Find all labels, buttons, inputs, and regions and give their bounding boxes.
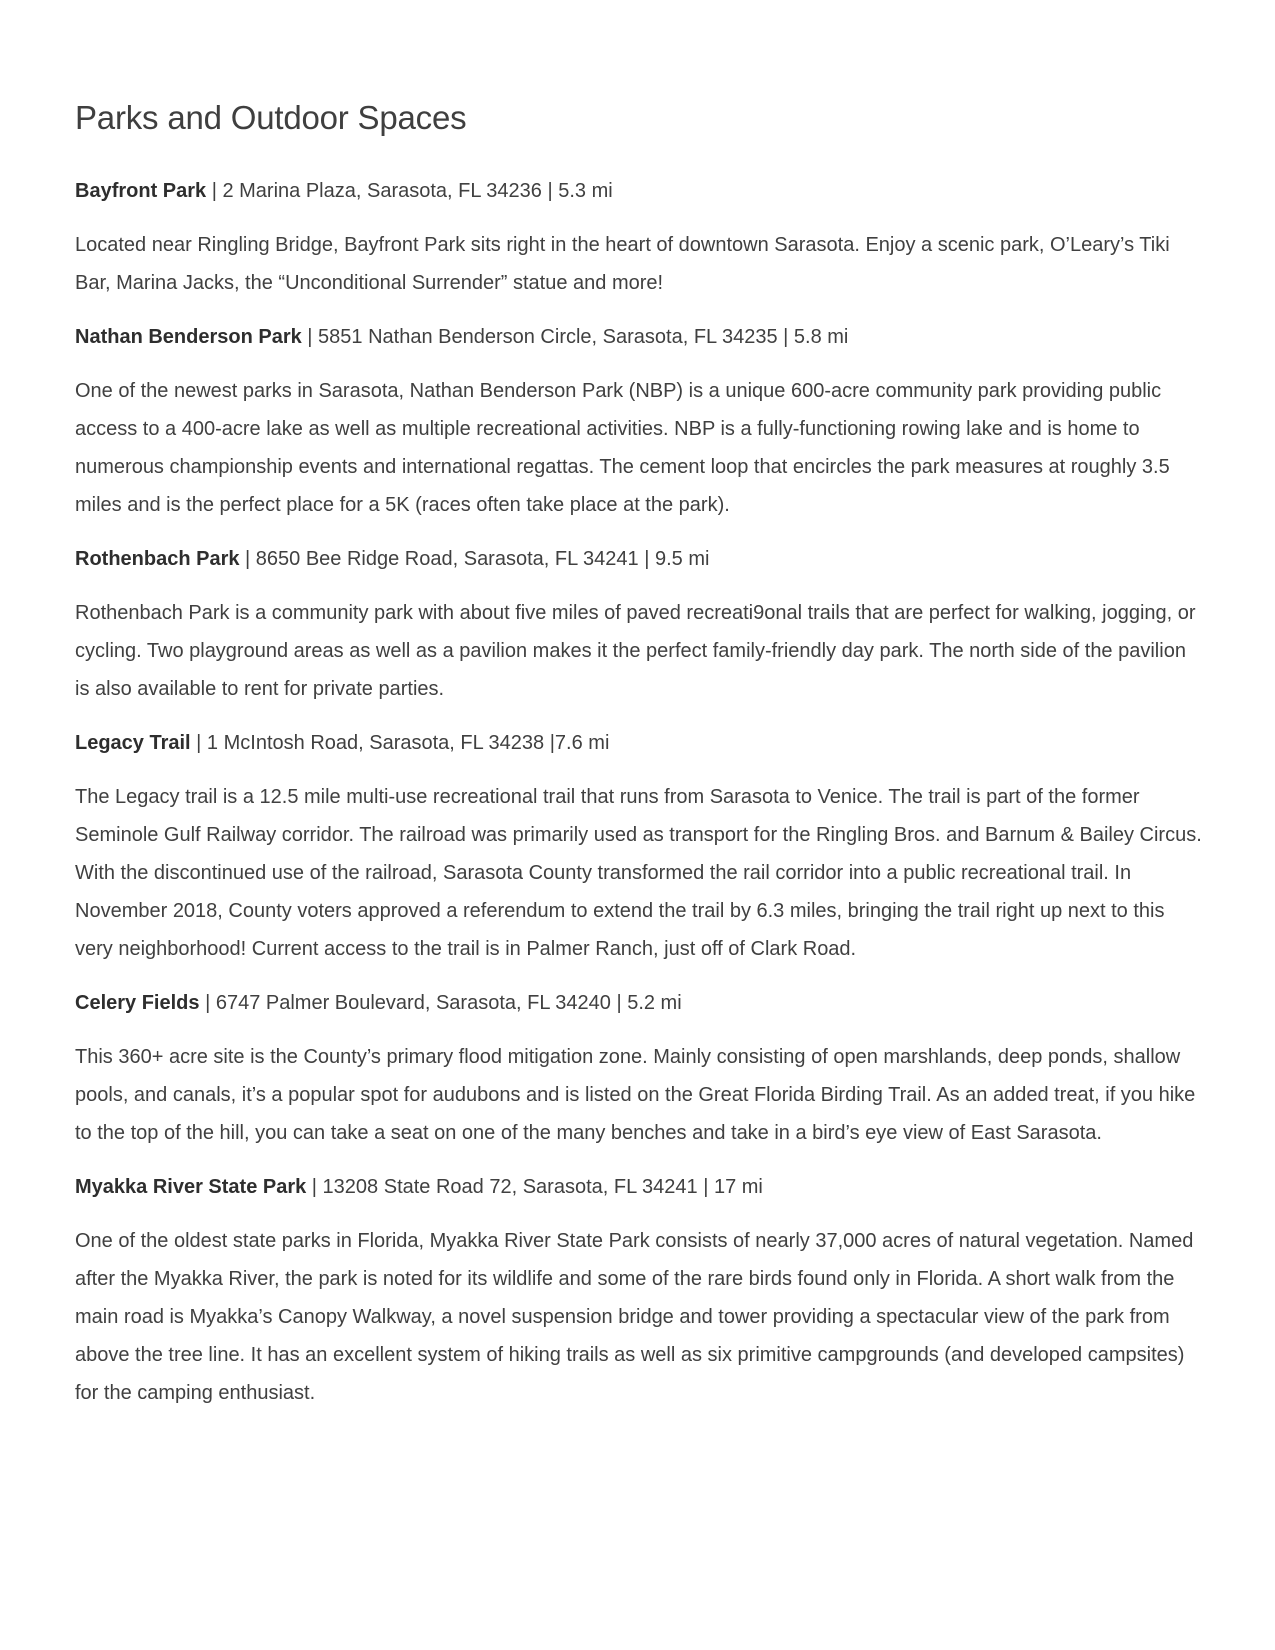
- document-page: [75, 98, 1205, 1428]
- park-header-celery-fields: [75, 984, 1205, 1022]
- park-description: The Legacy trail is a 12.5 mile multi-use recreational trail that runs from Sarasota to Venice. The trail is part of the former Seminole Gulf Railway corridor. The railroad was primarily used as transport for the Ringling Bros. and Barnum & Bailey Circus. With the discontinued use of the railroad, Sarasota County transformed the rail corridor into a public recreational trail. In November 2018, County voters approved a referendum to extend the trail by 6.3 miles, bringing the trail right up next to this very neighborhood! Current access to the trail is in Palmer Ranch, just off of Clark Road.: [75, 785, 1202, 960]
- park-name: Legacy Trail: [75, 731, 191, 754]
- park-header-nathan-benderson: [75, 318, 1205, 356]
- park-details: | 13208 State Road 72, Sarasota, FL 34241 | 17 mi: [306, 1175, 763, 1198]
- park-name: Bayfront Park: [75, 179, 207, 202]
- park-header-myakka: [75, 1168, 1205, 1206]
- park-description: One of the oldest state parks in Florida, Myakka River State Park consists of nearly 37,000 acres of natural vegetation. Named after the Myakka River, the park is noted for its wildlife and some of the rare birds found only in Florida. A short walk from the main road is Myakka’s Canopy Walkway, a novel suspension bridge and tower providing a spectacular view of the park from above the tree line. It has an excellent system of hiking trails as well as six primitive campgrounds (and developed campsites) for the camping enthusiast.: [75, 1229, 1194, 1404]
- park-details: | 1 McIntosh Road, Sarasota, FL 34238 |7.6 mi: [190, 731, 610, 754]
- park-details: | 8650 Bee Ridge Road, Sarasota, FL 34241 | 9.5 mi: [239, 547, 710, 570]
- park-header-bayfront: [75, 172, 1205, 210]
- park-header-legacy-trail: [75, 724, 1205, 762]
- park-name: Nathan Benderson Park: [75, 325, 302, 348]
- park-details: | 5851 Nathan Benderson Circle, Sarasota, FL 34235 | 5.8 mi: [301, 325, 849, 348]
- park-description: Located near Ringling Bridge, Bayfront Park sits right in the heart of downtown Sarasota. Enjoy a scenic park, O’Leary’s Tiki Bar, Marina Jacks, the “Unconditional Surrender” statue and more!: [75, 233, 1170, 294]
- park-description: Rothenbach Park is a community park with about five miles of paved recreati9onal trails that are perfect for walking, jogging, or cycling. Two playground areas as well as a pavilion makes it the perfect family-friendly day park. The north side of the pavilion is also available to rent for private parties.: [75, 601, 1196, 700]
- park-details: | 6747 Palmer Boulevard, Sarasota, FL 34240 | 5.2 mi: [199, 991, 682, 1014]
- park-name: Myakka River State Park: [75, 1175, 307, 1198]
- park-details: | 2 Marina Plaza, Sarasota, FL 34236 | 5.3 mi: [206, 179, 613, 202]
- park-header-rothenbach: [75, 540, 1205, 578]
- park-name: Celery Fields: [75, 991, 200, 1014]
- park-name: Rothenbach Park: [75, 547, 240, 570]
- page-title: Parks and Outdoor Spaces: [75, 99, 467, 136]
- park-description: One of the newest parks in Sarasota, Nathan Benderson Park (NBP) is a unique 600-acre community park providing public access to a 400-acre lake as well as multiple recreational activities. NBP is a fully-functioning rowing lake and is home to numerous championship events and international regattas. The cement loop that encircles the park measures at roughly 3.5 miles and is the perfect place for a 5K (races often take place at the park).: [75, 379, 1170, 516]
- park-description: This 360+ acre site is the County’s primary flood mitigation zone. Mainly consisting of open marshlands, deep ponds, shallow pools, and canals, it’s a popular spot for audubons and is listed on the Great Florida Birding Trail. As an added treat, if you hike to the top of the hill, you can take a seat on one of the many benches and take in a bird’s eye view of East Sarasota.: [75, 1045, 1196, 1144]
